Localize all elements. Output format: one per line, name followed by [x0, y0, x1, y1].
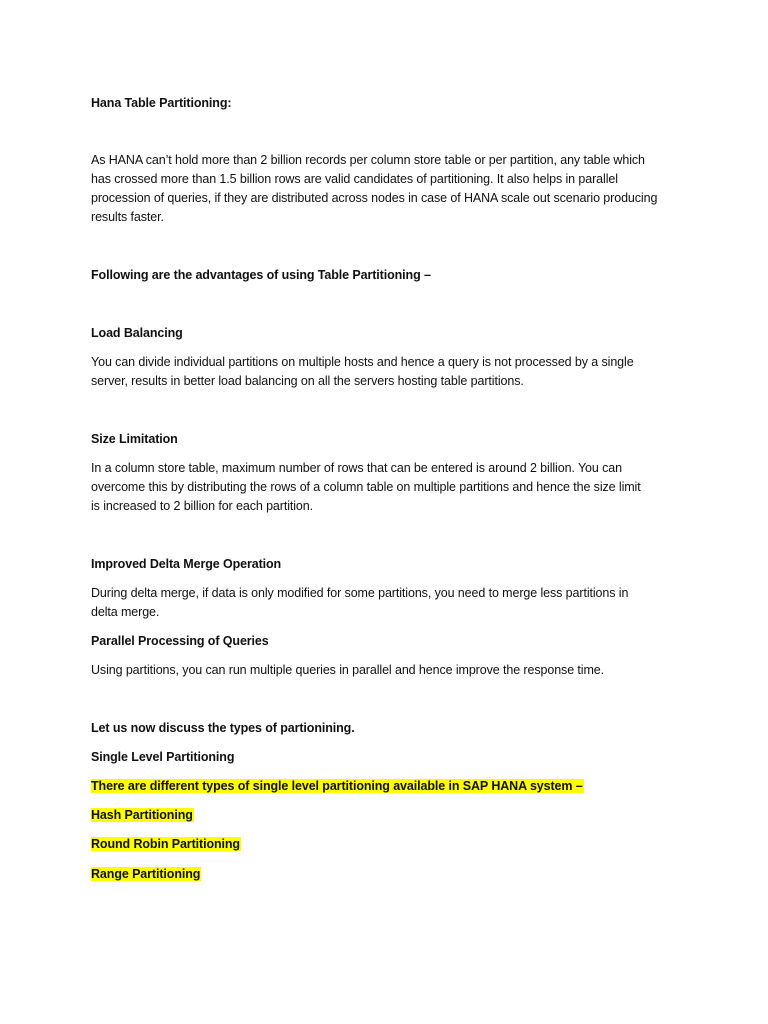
delta-merge-line-2: delta merge. [91, 605, 160, 619]
delta-merge-heading: Improved Delta Merge Operation [91, 557, 282, 571]
highlighted-intro [91, 777, 584, 796]
intro-line-4: results faster. [91, 210, 164, 224]
intro-line-3: procession of queries, if they are distributed across nodes in case of HANA scale out scenario producing [91, 191, 658, 205]
size-limitation-line-2: overcome this by distributing the rows of a column table on multiple partitions and hence the size limit [91, 480, 641, 494]
load-balancing-line-2: server, results in better load balancing on all the servers hosting table partitions. [91, 374, 524, 388]
load-balancing-heading: Load Balancing [91, 326, 183, 340]
types-heading: Let us now discuss the types of partionining. [91, 721, 355, 735]
highlight-span: Round Robin Partitioning [91, 837, 240, 851]
single-level-heading: Single Level Partitioning [91, 750, 235, 764]
round-robin-partitioning-item [91, 835, 241, 854]
delta-merge-line-1: During delta merge, if data is only modified for some partitions, you need to merge less partitions in [91, 586, 629, 600]
highlight-span: There are different types of single level partitioning available in SAP HANA system – [91, 779, 583, 793]
size-limitation-line-1: In a column store table, maximum number of rows that can be entered is around 2 billion. You can [91, 461, 622, 475]
range-partitioning-item [91, 865, 201, 884]
document-title: Hana Table Partitioning: [91, 96, 232, 110]
intro-line-1: As HANA can’t hold more than 2 billion records per column store table or per partition, any table which [91, 153, 645, 167]
load-balancing-line-1: You can divide individual partitions on multiple hosts and hence a query is not processed by a single [91, 355, 634, 369]
size-limitation-heading: Size Limitation [91, 432, 178, 446]
advantages-heading: Following are the advantages of using Table Partitioning – [91, 268, 431, 282]
intro-line-2: has crossed more than 1.5 billion rows are valid candidates of partitioning. It also helps in parallel [91, 172, 618, 186]
parallel-processing-heading: Parallel Processing of Queries [91, 634, 269, 648]
parallel-processing-line-1: Using partitions, you can run multiple queries in parallel and hence improve the response time. [91, 663, 605, 677]
size-limitation-line-3: is increased to 2 billion for each partition. [91, 499, 314, 513]
highlight-span: Range Partitioning [91, 867, 201, 881]
hash-partitioning-item [91, 806, 194, 825]
highlight-span: Hash Partitioning [91, 808, 193, 822]
